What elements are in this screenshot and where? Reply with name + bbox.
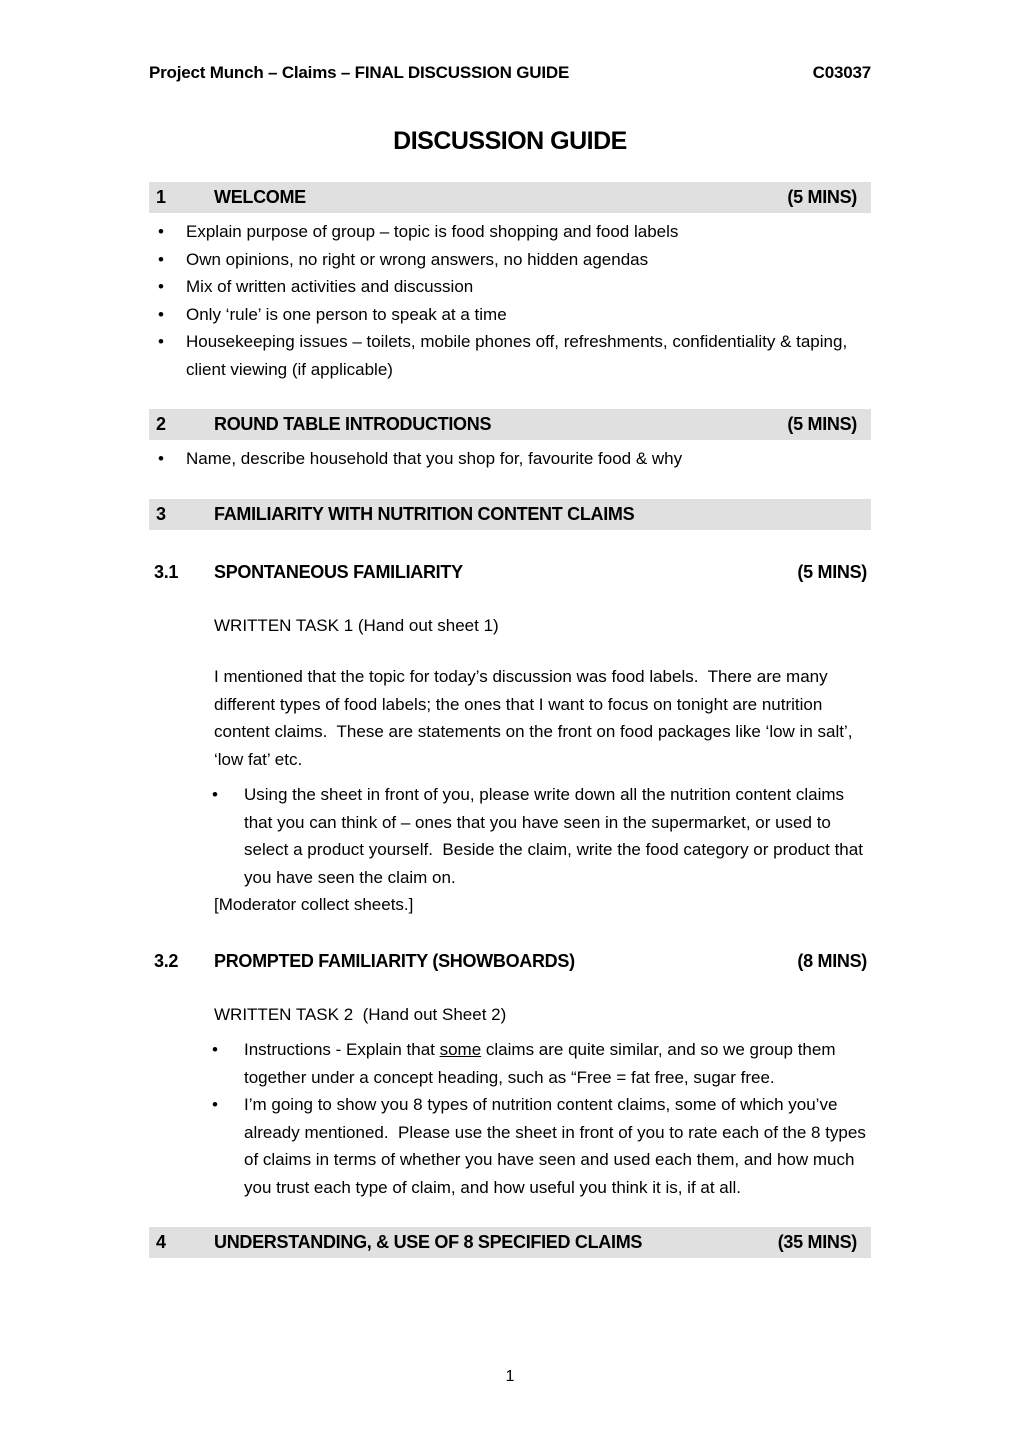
bullet-text: Mix of written activities and discussion (186, 277, 474, 296)
bullet-item (149, 1036, 871, 1091)
bullet-icon: • (212, 1095, 218, 1114)
section-number: 3.2 (154, 950, 179, 971)
section-heading (149, 499, 871, 530)
section-number: 2 (156, 414, 166, 434)
section-title: PROMPTED FAMILIARITY (SHOWBOARDS) (214, 950, 575, 971)
section-duration: (5 MINS) (797, 561, 867, 582)
section-number: 3 (156, 503, 166, 524)
bullet-item (149, 301, 871, 329)
bullet-text: Explain purpose of group – topic is food shopping and food labels (186, 222, 679, 241)
section-duration: (35 MINS) (777, 1232, 857, 1252)
bullet-text-segment: claims are quite similar, and so we group them together under a concept heading, such as “Free = fat free, sugar free. (244, 1040, 841, 1087)
bullet-item (149, 218, 871, 246)
bullet-text: Using the sheet in front of you, please write down all the nutrition content claims that you can think of – ones that you have seen in the supermarket, or used to select a product yourself. Beside the claim, write the food category or product that you have seen the claim on. (244, 785, 868, 887)
section-number: 4 (156, 1232, 166, 1252)
section-title: FAMILIARITY WITH NUTRITION CONTENT CLAIMS (214, 503, 635, 524)
paragraph: [Moderator collect sheets.] (214, 895, 414, 914)
bullet-text-segment: Instructions - Explain that (244, 1040, 440, 1059)
bullet-text: Own opinions, no right or wrong answers, no hidden agendas (186, 249, 649, 269)
bullet-item (149, 273, 871, 301)
section-title: SPONTANEOUS FAMILIARITY (214, 561, 463, 582)
section-heading (149, 182, 871, 213)
document-body (149, 182, 871, 1258)
bullet-item (149, 246, 871, 274)
page-title: DISCUSSION GUIDE (393, 127, 627, 155)
bullet-icon: • (158, 249, 164, 269)
bullet-icon: • (158, 332, 164, 351)
bullet-text: I’m going to show you 8 types of nutrition content claims, some of which you’ve already mentioned. Please use the sheet in front of you to rate each of the 8 types of claims in terms of whether you have seen and used each them, and how much you trust each type of claim, and how useful you think it is, if at all. (244, 1095, 871, 1197)
section-duration: (8 MINS) (797, 950, 867, 971)
paragraph: I mentioned that the topic for today’s discussion was food labels. There are many different types of food labels; the ones that I want to focus on tonight are nutrition content claims. These are statements on the front on food packages like ‘low in salt’, ‘low fat’ etc. (214, 667, 858, 769)
section-title: UNDERSTANDING, & USE OF 8 SPECIFIED CLAIMS (214, 1232, 643, 1252)
section-heading (149, 409, 871, 440)
bullet-icon: • (158, 222, 164, 241)
bullet-icon: • (158, 277, 164, 296)
bullet-item (149, 328, 871, 383)
bullet-item (149, 781, 871, 891)
section-heading (149, 1227, 871, 1258)
bullet-text: Housekeeping issues – toilets, mobile phones off, refreshments, confidentiality & taping, client viewing (if applicable) (186, 332, 852, 379)
document-header (149, 62, 871, 84)
section-heading (149, 946, 871, 977)
bullet-text: Only ‘rule’ is one person to speak at a time (186, 304, 507, 324)
bullet-text: Name, describe household that you shop for, favourite food & why (186, 449, 683, 468)
header-project-title: Project Munch – Claims – FINAL DISCUSSION GUIDE (149, 63, 570, 82)
section-duration: (5 MINS) (787, 414, 857, 434)
bullet-icon: • (212, 1040, 218, 1059)
bullet-text (244, 1040, 840, 1087)
paragraph: WRITTEN TASK 1 (Hand out sheet 1) (214, 615, 499, 635)
bullet-icon: • (212, 785, 218, 804)
paragraph: WRITTEN TASK 2 (Hand out Sheet 2) (214, 1004, 507, 1024)
bullet-icon: • (158, 449, 164, 468)
section-duration: (5 MINS) (787, 187, 857, 207)
bullet-item (149, 1091, 871, 1201)
section-title: ROUND TABLE INTRODUCTIONS (214, 414, 492, 434)
bullet-text-segment: some (439, 1040, 482, 1059)
bullet-icon: • (158, 304, 164, 324)
page-number: 1 (505, 1368, 515, 1385)
section-heading (149, 557, 871, 588)
document-content (149, 62, 871, 1258)
section-number: 1 (156, 187, 166, 207)
section-number: 3.1 (154, 561, 179, 582)
header-document-code: C03037 (812, 63, 871, 82)
section-title: WELCOME (214, 187, 306, 207)
bullet-item (149, 445, 871, 473)
